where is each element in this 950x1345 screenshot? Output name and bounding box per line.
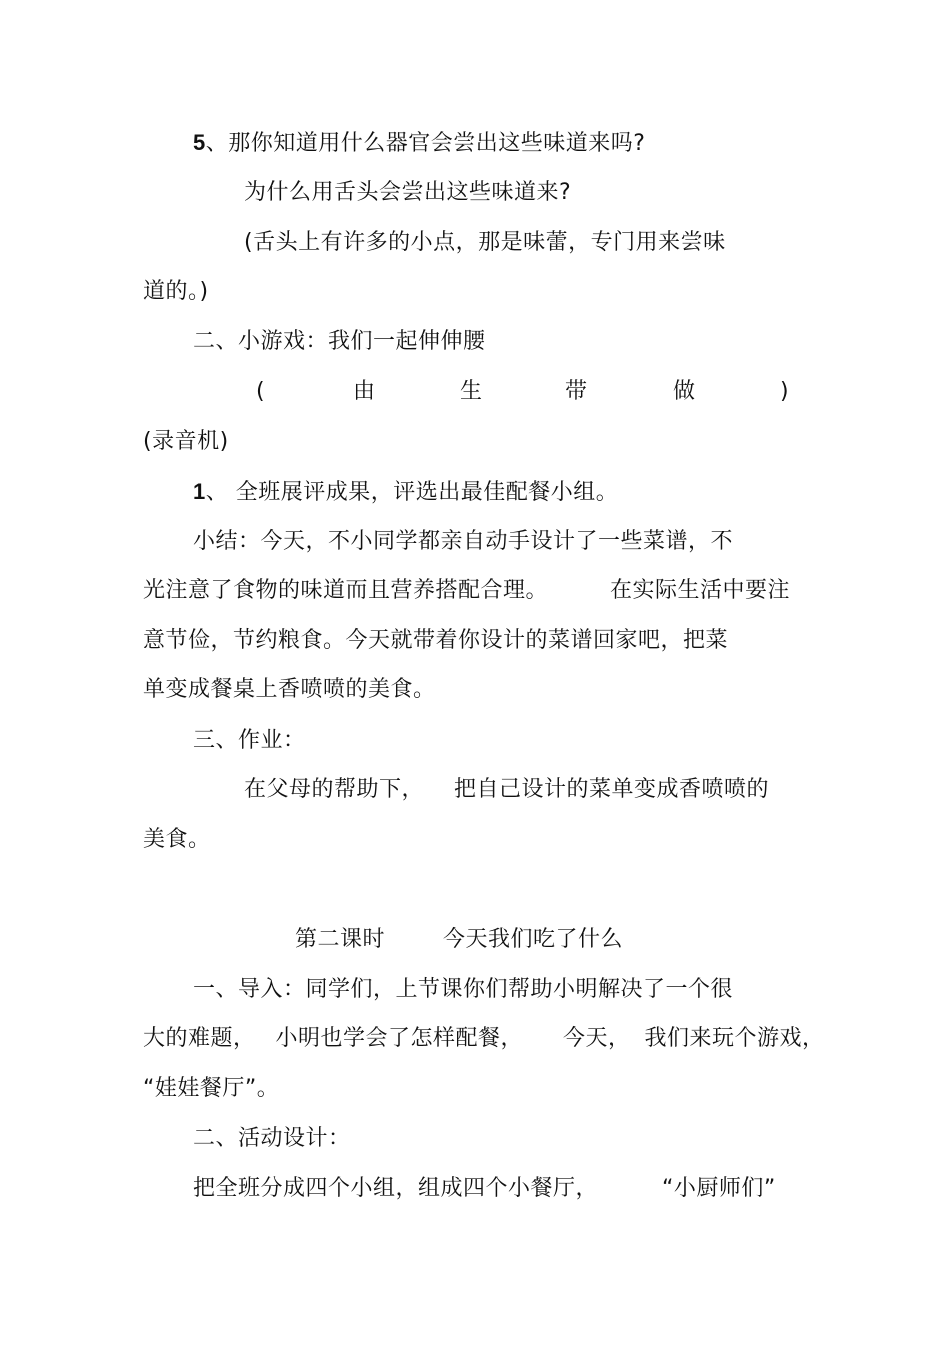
paragraph-line: 意节俭，节约粮食。今天就带着你设计的菜谱回家吧，把菜 xyxy=(143,628,729,653)
paragraph-line xyxy=(143,1024,825,1054)
text-segment: 光注意了食物的味道而且营养搭配合理。 xyxy=(143,578,549,603)
paragraph-line xyxy=(244,775,769,805)
text-segment: “小厨师们” xyxy=(662,1176,776,1201)
paragraph-line: 小结：今天，不小同学都亲自动手设计了一些菜谱，不 xyxy=(193,529,734,554)
section-heading: 三、作业： xyxy=(193,728,306,753)
spaced-char: 生 xyxy=(460,379,483,404)
item-text: 、 全班展评成果，评选出最佳配餐小组。 xyxy=(205,480,619,505)
text-segment: 把自己设计的菜单变成香喷喷的 xyxy=(454,777,770,802)
paragraph-line: (录音机) xyxy=(143,429,229,454)
section-heading: 二、活动设计： xyxy=(193,1126,351,1151)
item-number: 1 xyxy=(193,479,206,504)
item-1 xyxy=(193,477,618,508)
lesson-number: 第二课时 xyxy=(295,927,386,952)
text-segment: 在父母的帮助下， xyxy=(244,777,425,802)
paragraph-line: 美食。 xyxy=(143,827,211,852)
paragraph-line: “娃娃餐厅”。 xyxy=(143,1076,280,1101)
text-segment: 大的难题， xyxy=(143,1026,256,1051)
text-segment: 我们来玩个游戏， xyxy=(644,1026,825,1051)
paragraph-line xyxy=(193,1174,776,1204)
text-segment: 小明也学会了怎样配餐， xyxy=(275,1026,524,1051)
text-segment: 在实际生活中要注 xyxy=(610,578,791,603)
paragraph-line: (舌头上有许多的小点，那是味蕾，专门用来尝味 xyxy=(244,230,726,255)
spaced-char: 做 xyxy=(673,379,696,404)
spaced-char: 由 xyxy=(353,379,376,404)
item-number: 5 xyxy=(193,130,206,155)
section-heading: 一、导入：同学们，上节课你们帮助小明解决了一个很 xyxy=(193,977,734,1002)
lesson-title xyxy=(295,925,623,955)
text-segment: 把全班分成四个小组，组成四个小餐厅， xyxy=(193,1176,599,1201)
question-text: 、那你知道用什么器官会尝出这些味道来吗? xyxy=(205,131,646,156)
paragraph-line xyxy=(143,576,790,606)
paragraph-line: 为什么用舌头会尝出这些味道来? xyxy=(244,180,572,205)
question-5 xyxy=(193,128,645,159)
lesson-name: 今天我们吃了什么 xyxy=(443,927,624,952)
paragraph-line: 道的。) xyxy=(143,279,209,304)
text-segment: 今天， xyxy=(563,1026,631,1051)
paragraph-line: 单变成餐桌上香喷喷的美食。 xyxy=(143,677,436,702)
spaced-char: ( xyxy=(256,379,266,404)
section-heading: 二、小游戏：我们一起伸伸腰 xyxy=(193,329,486,354)
spaced-char: 带 xyxy=(565,379,588,404)
spaced-line xyxy=(250,377,810,407)
spaced-char: ) xyxy=(780,379,790,404)
